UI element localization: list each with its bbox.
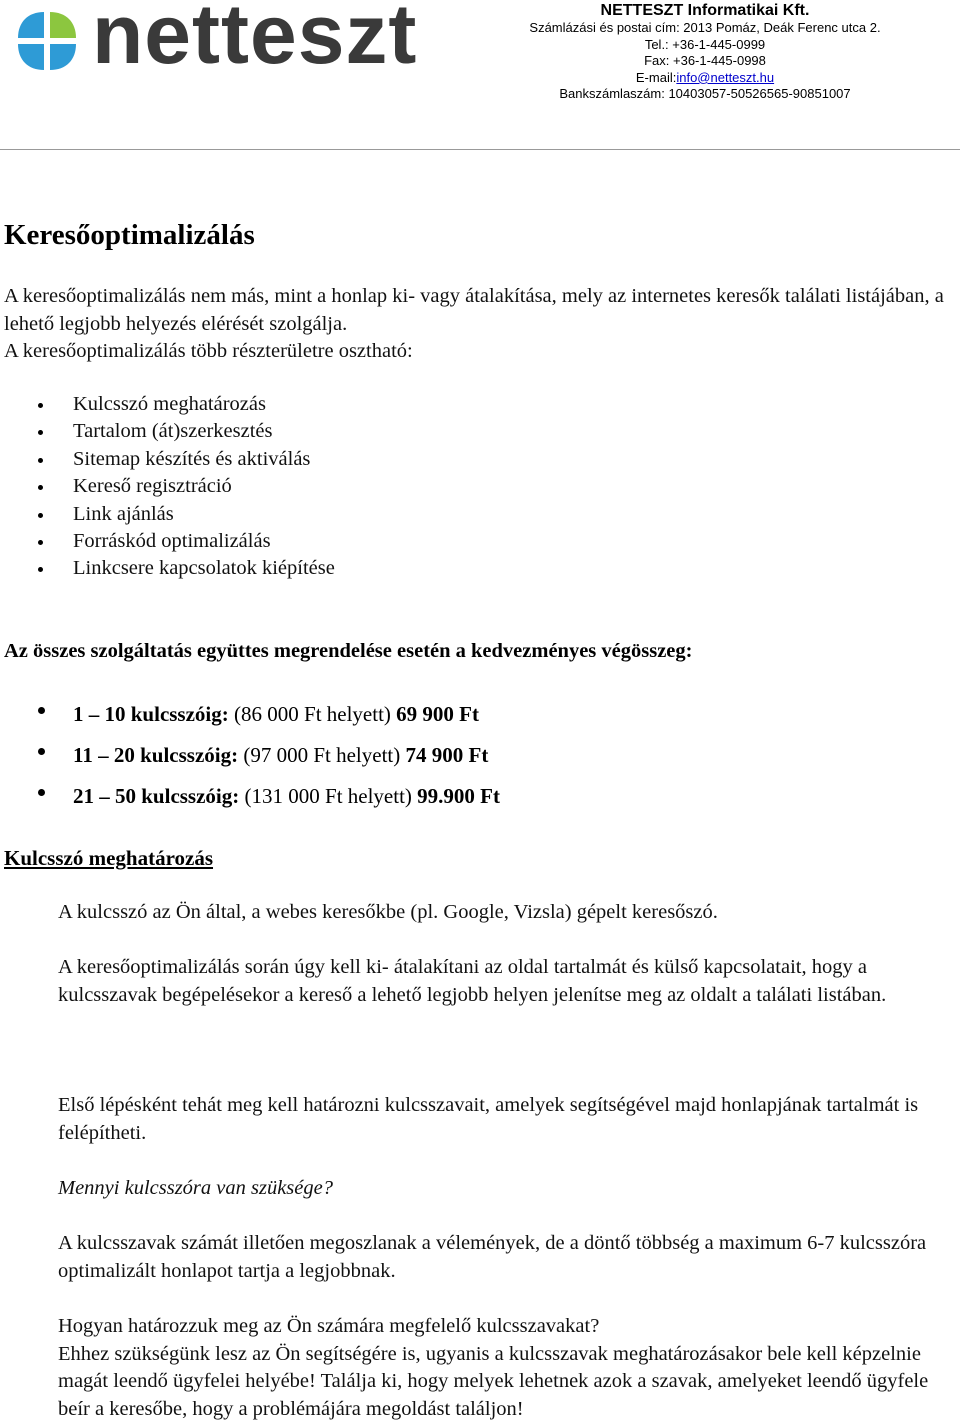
- list-item: Forráskód optimalizálás: [0, 528, 335, 555]
- section-title: Kulcsszó meghatározás: [4, 846, 214, 870]
- price-list: [0, 694, 500, 817]
- company-email-row: [505, 70, 905, 87]
- price-original: (86 000 Ft helyett): [234, 702, 391, 726]
- page-title: Keresőoptimalizálás: [4, 219, 255, 251]
- price-item: [0, 776, 500, 817]
- seo-areas-list: [0, 391, 335, 583]
- header-divider: [0, 149, 960, 150]
- list-item: Kulcsszó meghatározás: [0, 391, 335, 418]
- first-step-text: Első lépésként tehát meg kell határozni kulcsszavait, amelyek segítségével majd honlapjának tartalmát is felépítheti.: [58, 1094, 919, 1144]
- keyword-count-question: Mennyi kulcsszóra van szüksége?: [58, 1177, 333, 1199]
- list-item: Tartalom (át)szerkesztés: [0, 418, 335, 445]
- company-fax: Fax: +36-1-445-0998: [644, 53, 766, 69]
- company-name: NETTESZT Informatikai Kft.: [600, 2, 810, 19]
- company-info: [505, 2, 905, 103]
- keyword-definition: A kulcsszó az Ön által, a webes keresőkbe (pl. Google, Vizsla) gépelt keresőszó.: [58, 901, 718, 923]
- price-value: 99.900 Ft: [417, 784, 500, 808]
- list-item: Sitemap készítés és aktiválás: [0, 446, 335, 473]
- keyword-selection-answer: Ehhez szükségünk lesz az Ön segítségére is, ugyanis a kulcsszavak meghatározásakor bele kell képzelnie magát leendő ügyfelei helyébe! Találja ki, hogy melyek lehetnek azok a szavak, amelyeket leendő ügyfele beír a keresőbe, hogy a problémájára megoldást találjon!: [58, 1342, 929, 1421]
- logo-wordmark: netteszt: [92, 0, 418, 81]
- intro-text: [4, 283, 944, 366]
- list-item: Linkcsere kapcsolatok kiépítése: [0, 555, 335, 582]
- price-item: [0, 694, 500, 735]
- list-item: Kereső regisztráció: [0, 473, 335, 500]
- intro-definition: A keresőoptimalizálás nem más, mint a honlap ki- vagy átalakítása, mely az internetes keresők találati listájában, a lehető legjobb helyezés elérését szolgálja.: [4, 285, 944, 335]
- price-range: 11 – 20 kulcsszóig:: [73, 743, 239, 767]
- letterhead: [0, 0, 960, 152]
- company-tel: Tel.: +36-1-445-0999: [644, 36, 766, 52]
- price-value: 69 900 Ft: [396, 702, 479, 726]
- logo-mark-icon: [14, 8, 80, 74]
- intro-areas-lead: A keresőoptimalizálás több részterületre osztható:: [4, 340, 413, 362]
- email-link[interactable]: info@netteszt.hu: [676, 69, 775, 85]
- keyword-count-answer: A kulcsszavak számát illetően megoszlanak a vélemények, de a döntő többség a maximum 6-7 kulcsszóra optimalizált honlapot tartja a legjobbnak.: [58, 1232, 927, 1282]
- company-address: Számlázási és postai cím: 2013 Pomáz, Deák Ferenc utca 2.: [529, 20, 881, 35]
- price-range: 1 – 10 kulcsszóig:: [73, 702, 229, 726]
- keyword-selection-text: [58, 1313, 953, 1424]
- price-original: (131 000 Ft helyett): [244, 784, 412, 808]
- pricing-title: Az összes szolgáltatás együttes megrendelése esetén a kedvezményes végösszeg:: [4, 640, 693, 662]
- price-original: (97 000 Ft helyett): [243, 743, 401, 767]
- price-range: 21 – 50 kulcsszóig:: [73, 784, 240, 808]
- seo-explanation: A keresőoptimalizálás során úgy kell ki- átalakítani az oldal tartalmát és külső kapcsolatait, hogy a kulcsszavak begépelésekor a kereső a lehető legjobb helyen jelenítse meg az oldalt a találati listában.: [58, 956, 887, 1006]
- company-bank: Bankszámlaszám: 10403057-50526565-90851007: [559, 86, 851, 102]
- price-value: 74 900 Ft: [405, 743, 489, 767]
- netteszt-logo: [12, 0, 477, 81]
- price-item: [0, 735, 500, 776]
- email-label: E-mail:: [635, 69, 677, 85]
- keyword-selection-question: Hogyan határozzuk meg az Ön számára megfelelő kulcsszavakat?: [58, 1315, 600, 1337]
- list-item: Link ajánlás: [0, 501, 335, 528]
